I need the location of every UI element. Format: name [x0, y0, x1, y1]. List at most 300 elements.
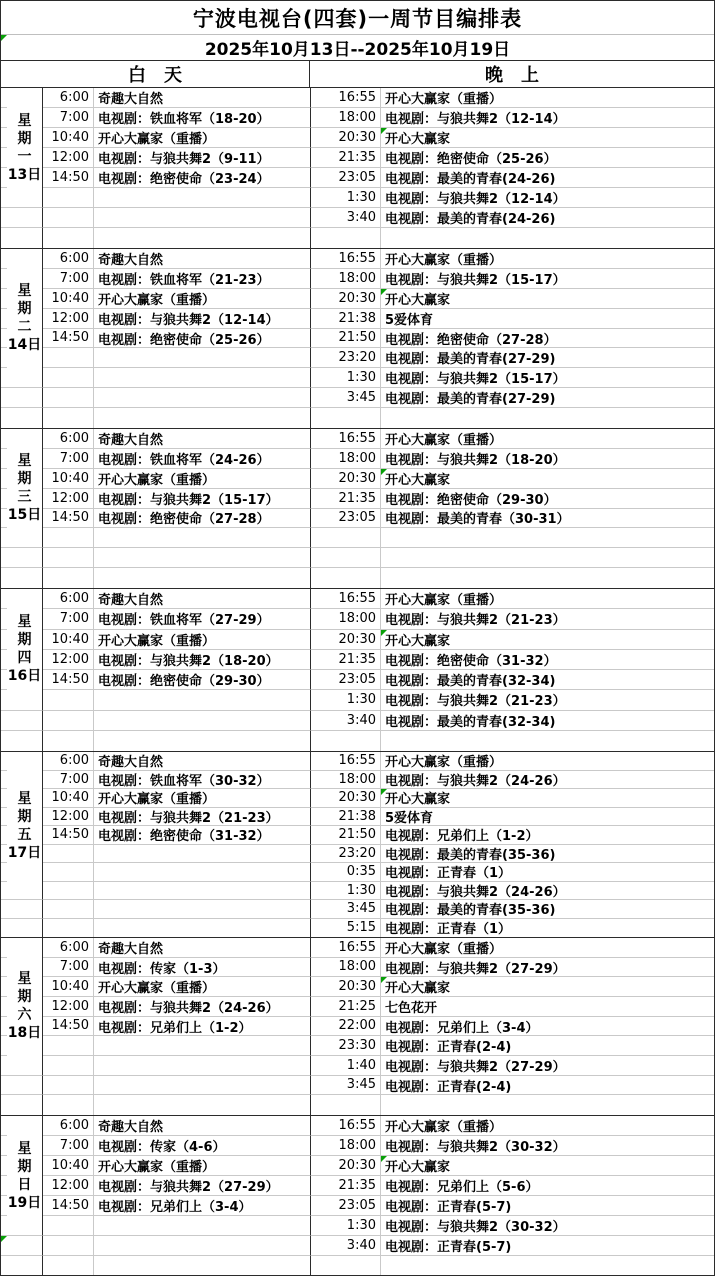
evening-time-cell: 23:20 — [311, 845, 381, 864]
daytime-program-cell — [94, 863, 311, 882]
day-label-char: 二 — [17, 319, 32, 336]
evening-time-cell: 21:35 — [311, 1176, 381, 1196]
cell-corner-marker-icon — [1, 35, 7, 41]
daytime-program-cell — [94, 1036, 311, 1056]
evening-program-cell: 电视剧：与狼共舞2（21-23） — [381, 609, 714, 629]
daytime-program-cell — [94, 188, 311, 208]
daytime-program-cell: 电视剧：铁血将军（27-29） — [94, 609, 311, 629]
daytime-program-cell: 奇趣大自然 — [94, 589, 311, 609]
evening-time-cell: 20:30 — [311, 289, 381, 309]
evening-program-cell: 开心大赢家 — [381, 128, 714, 148]
day-label — [7, 938, 43, 1076]
day-label-char: 三 — [17, 489, 32, 506]
daytime-time-cell — [43, 863, 94, 882]
evening-program-cell: 电视剧：绝密使命（31-32） — [381, 650, 714, 670]
day-label-char: 星 — [17, 790, 32, 807]
daytime-time-cell — [43, 388, 94, 408]
daytime-program-cell — [94, 1256, 311, 1276]
evening-program-cell: 电视剧：最美的青春(27-29) — [381, 388, 714, 408]
daytime-program-cell: 奇趣大自然 — [94, 1116, 311, 1136]
daytime-time-cell: 12:00 — [43, 808, 94, 827]
evening-time-cell: 21:38 — [311, 808, 381, 827]
evening-program-cell: 电视剧：绝密使命（29-30） — [381, 489, 714, 509]
daytime-time-cell: 6:00 — [43, 88, 94, 108]
cell-corner-marker-icon — [381, 469, 387, 475]
day-label-char: 期 — [17, 130, 32, 147]
daytime-program-cell: 电视剧：绝密使命（31-32） — [94, 826, 311, 845]
day-block-4 — [1, 588, 714, 751]
evening-program-cell: 5爱体育 — [381, 808, 714, 827]
schedule-body — [1, 88, 714, 1276]
evening-time-cell — [311, 548, 381, 568]
daytime-time-cell — [43, 1256, 94, 1276]
date-range-text: 2025年10月13日--2025年10月19日 — [204, 40, 511, 60]
day-label — [7, 249, 43, 388]
daytime-time-cell — [43, 188, 94, 208]
day-block-5 — [1, 751, 714, 937]
evening-time-cell: 23:05 — [311, 1196, 381, 1216]
evening-time-cell: 1:30 — [311, 1216, 381, 1236]
daytime-program-cell: 电视剧：与狼共舞2（18-20） — [94, 650, 311, 670]
daytime-program-cell — [94, 731, 311, 751]
evening-time-cell — [311, 1256, 381, 1276]
day-empty-cell — [7, 731, 43, 751]
day-label-char: 期 — [17, 632, 32, 649]
daytime-time-cell: 14:50 — [43, 329, 94, 349]
day-label-char: 一 — [17, 148, 32, 165]
daytime-time-cell: 14:50 — [43, 1196, 94, 1216]
daytime-time-cell: 10:40 — [43, 977, 94, 997]
evening-program-cell: 电视剧：正青春（1） — [381, 863, 714, 882]
evening-time-cell: 5:15 — [311, 919, 381, 938]
evening-time-cell: 21:50 — [311, 329, 381, 349]
daytime-program-cell: 电视剧：传家（1-3） — [94, 958, 311, 978]
evening-program-cell: 电视剧：绝密使命（25-26） — [381, 148, 714, 168]
evening-time-cell: 21:35 — [311, 489, 381, 509]
evening-program-cell: 开心大赢家 — [381, 469, 714, 489]
daytime-time-cell: 6:00 — [43, 938, 94, 958]
daytime-time-cell — [43, 919, 94, 938]
evening-program-cell: 电视剧：兄弟们上（5-6） — [381, 1176, 714, 1196]
evening-program-cell: 开心大赢家（重播） — [381, 88, 714, 108]
evening-program-cell: 开心大赢家 — [381, 1156, 714, 1176]
evening-time-cell: 0:35 — [311, 863, 381, 882]
evening-program-cell: 电视剧：最美的青春(27-29) — [381, 348, 714, 368]
day-label-date: 15日 — [7, 507, 42, 524]
evening-time-cell: 1:40 — [311, 1056, 381, 1076]
daytime-time-cell: 14:50 — [43, 168, 94, 188]
day-label-char: 期 — [17, 471, 32, 488]
evening-program-cell: 电视剧：正青春(2-4) — [381, 1036, 714, 1056]
day-label-char: 四 — [17, 650, 32, 667]
evening-program-cell: 电视剧：正青春(2-4) — [381, 1076, 714, 1096]
evening-program-cell: 电视剧：与狼共舞2（24-26） — [381, 882, 714, 901]
evening-time-cell — [311, 408, 381, 428]
evening-program-cell: 开心大赢家（重播） — [381, 589, 714, 609]
daytime-time-cell: 12:00 — [43, 489, 94, 509]
evening-program-cell — [381, 228, 714, 248]
daytime-time-cell — [43, 348, 94, 368]
evening-time-cell: 16:55 — [311, 249, 381, 269]
daytime-time-cell: 12:00 — [43, 997, 94, 1017]
daytime-program-cell — [94, 1056, 311, 1076]
daytime-time-cell — [43, 548, 94, 568]
evening-program-cell: 电视剧：与狼共舞2（12-14） — [381, 108, 714, 128]
daytime-program-cell — [94, 408, 311, 428]
day-label-char: 六 — [17, 1007, 32, 1024]
day-label — [7, 88, 43, 208]
daytime-time-cell: 12:00 — [43, 650, 94, 670]
day-empty-cell — [7, 568, 43, 588]
daytime-time-cell: 14:50 — [43, 509, 94, 529]
daytime-program-cell: 电视剧：与狼共舞2（27-29） — [94, 1176, 311, 1196]
daytime-program-cell: 电视剧：与狼共舞2（12-14） — [94, 309, 311, 329]
daytime-program-cell: 电视剧：兄弟们上（1-2） — [94, 1017, 311, 1037]
evening-program-cell — [381, 731, 714, 751]
evening-time-cell: 3:45 — [311, 900, 381, 919]
day-label-char: 日 — [17, 1176, 32, 1193]
day-label-char: 星 — [17, 1140, 32, 1157]
daytime-time-cell: 7:00 — [43, 958, 94, 978]
day-label-char: 星 — [17, 283, 32, 300]
daytime-program-cell: 电视剧：铁血将军（30-32） — [94, 771, 311, 790]
day-empty-cell — [7, 388, 43, 408]
evening-program-cell: 电视剧：绝密使命（27-28） — [381, 329, 714, 349]
evening-program-cell: 开心大赢家 — [381, 289, 714, 309]
column-header-daytime: 白 天 — [1, 61, 310, 87]
daytime-program-cell — [94, 208, 311, 228]
daytime-program-cell: 开心大赢家（重播） — [94, 469, 311, 489]
daytime-time-cell: 7:00 — [43, 449, 94, 469]
evening-program-cell: 开心大赢家（重播） — [381, 249, 714, 269]
evening-time-cell: 21:35 — [311, 650, 381, 670]
evening-time-cell — [311, 528, 381, 548]
day-block-6 — [1, 937, 714, 1115]
daytime-program-cell: 电视剧：绝密使命（23-24） — [94, 168, 311, 188]
daytime-program-cell: 奇趣大自然 — [94, 752, 311, 771]
evening-time-cell: 20:30 — [311, 1156, 381, 1176]
evening-time-cell: 16:55 — [311, 589, 381, 609]
cell-corner-marker-icon — [381, 977, 387, 983]
daytime-time-cell: 6:00 — [43, 589, 94, 609]
evening-time-cell — [311, 731, 381, 751]
daytime-program-cell — [94, 528, 311, 548]
evening-program-cell: 电视剧：最美的青春(24-26) — [381, 168, 714, 188]
daytime-program-cell: 电视剧：绝密使命（27-28） — [94, 509, 311, 529]
day-label — [7, 589, 43, 711]
daytime-time-cell — [43, 568, 94, 588]
evening-program-cell: 电视剧：正青春(5-7) — [381, 1196, 714, 1216]
daytime-time-cell — [43, 1056, 94, 1076]
evening-program-cell: 电视剧：与狼共舞2（30-32） — [381, 1216, 714, 1236]
daytime-program-cell — [94, 1216, 311, 1236]
evening-time-cell: 18:00 — [311, 958, 381, 978]
evening-program-cell: 电视剧：兄弟们上（1-2） — [381, 826, 714, 845]
daytime-time-cell — [43, 1076, 94, 1096]
daytime-program-cell: 电视剧：传家（4-6） — [94, 1136, 311, 1156]
evening-program-cell: 电视剧：最美的青春(35-36) — [381, 845, 714, 864]
day-empty-cell — [7, 1095, 43, 1115]
evening-program-cell: 开心大赢家（重播） — [381, 752, 714, 771]
daytime-time-cell: 7:00 — [43, 609, 94, 629]
evening-program-cell — [381, 548, 714, 568]
evening-time-cell: 20:30 — [311, 789, 381, 808]
daytime-program-cell — [94, 882, 311, 901]
daytime-time-cell: 10:40 — [43, 789, 94, 808]
daytime-time-cell — [43, 1236, 94, 1256]
evening-time-cell: 23:05 — [311, 509, 381, 529]
daytime-program-cell: 开心大赢家（重播） — [94, 977, 311, 997]
date-range-row — [1, 35, 714, 60]
evening-program-cell: 开心大赢家 — [381, 977, 714, 997]
daytime-program-cell — [94, 900, 311, 919]
evening-program-cell: 开心大赢家 — [381, 789, 714, 808]
daytime-program-cell: 奇趣大自然 — [94, 938, 311, 958]
evening-program-cell — [381, 568, 714, 588]
evening-time-cell: 3:40 — [311, 711, 381, 731]
day-label-char: 星 — [17, 112, 32, 129]
evening-program-cell: 电视剧：与狼共舞2（21-23） — [381, 690, 714, 710]
daytime-program-cell: 开心大赢家（重播） — [94, 630, 311, 650]
evening-program-cell: 开心大赢家（重播） — [381, 429, 714, 449]
daytime-time-cell — [43, 882, 94, 901]
daytime-program-cell — [94, 1236, 311, 1256]
day-label-char: 星 — [17, 971, 32, 988]
evening-time-cell: 18:00 — [311, 108, 381, 128]
day-block-1 — [1, 88, 714, 248]
daytime-program-cell: 电视剧：与狼共舞2（24-26） — [94, 997, 311, 1017]
evening-program-cell: 电视剧：最美的青春(24-26) — [381, 208, 714, 228]
daytime-program-cell: 电视剧：铁血将军（18-20） — [94, 108, 311, 128]
evening-program-cell: 电视剧：与狼共舞2（30-32） — [381, 1136, 714, 1156]
column-header-row — [1, 60, 714, 88]
daytime-time-cell: 12:00 — [43, 1176, 94, 1196]
evening-time-cell: 16:55 — [311, 1116, 381, 1136]
cell-corner-marker-icon — [381, 289, 387, 295]
daytime-program-cell — [94, 548, 311, 568]
daytime-time-cell: 6:00 — [43, 1116, 94, 1136]
daytime-program-cell: 电视剧：绝密使命（29-30） — [94, 670, 311, 690]
evening-time-cell — [311, 228, 381, 248]
evening-program-cell: 电视剧：与狼共舞2（27-29） — [381, 1056, 714, 1076]
daytime-time-cell: 7:00 — [43, 771, 94, 790]
daytime-time-cell: 14:50 — [43, 670, 94, 690]
daytime-program-cell — [94, 1076, 311, 1096]
daytime-program-cell: 电视剧：铁血将军（24-26） — [94, 449, 311, 469]
daytime-time-cell: 6:00 — [43, 752, 94, 771]
evening-program-cell: 开心大赢家 — [381, 630, 714, 650]
daytime-time-cell: 7:00 — [43, 1136, 94, 1156]
evening-time-cell: 16:55 — [311, 938, 381, 958]
day-label-char: 期 — [17, 301, 32, 318]
day-label-char: 期 — [17, 989, 32, 1006]
daytime-time-cell: 6:00 — [43, 429, 94, 449]
cell-corner-marker-icon — [381, 1156, 387, 1162]
evening-time-cell: 16:55 — [311, 429, 381, 449]
evening-time-cell: 18:00 — [311, 449, 381, 469]
day-empty-cell — [7, 408, 43, 428]
evening-program-cell — [381, 1095, 714, 1115]
evening-time-cell: 21:35 — [311, 148, 381, 168]
daytime-time-cell: 10:40 — [43, 1156, 94, 1176]
daytime-time-cell — [43, 528, 94, 548]
day-label-char: 期 — [17, 1158, 32, 1175]
evening-time-cell: 20:30 — [311, 128, 381, 148]
day-empty-cell — [7, 208, 43, 228]
evening-program-cell: 电视剧：兄弟们上（3-4） — [381, 1017, 714, 1037]
evening-time-cell: 16:55 — [311, 88, 381, 108]
evening-time-cell: 23:05 — [311, 670, 381, 690]
daytime-program-cell: 电视剧：绝密使命（25-26） — [94, 329, 311, 349]
evening-time-cell: 18:00 — [311, 1136, 381, 1156]
daytime-program-cell — [94, 919, 311, 938]
day-empty-cell — [7, 919, 43, 938]
day-label-char: 五 — [17, 826, 32, 843]
evening-program-cell — [381, 528, 714, 548]
daytime-time-cell: 14:50 — [43, 826, 94, 845]
daytime-time-cell: 6:00 — [43, 249, 94, 269]
day-empty-cell — [7, 548, 43, 568]
daytime-time-cell — [43, 368, 94, 388]
evening-time-cell: 18:00 — [311, 609, 381, 629]
daytime-program-cell — [94, 348, 311, 368]
daytime-time-cell: 10:40 — [43, 289, 94, 309]
evening-program-cell — [381, 408, 714, 428]
day-label — [7, 1116, 43, 1236]
daytime-program-cell: 电视剧：铁血将军（21-23） — [94, 269, 311, 289]
daytime-time-cell — [43, 208, 94, 228]
cell-corner-marker-icon — [381, 128, 387, 134]
evening-time-cell: 20:30 — [311, 630, 381, 650]
daytime-program-cell: 电视剧：与狼共舞2（21-23） — [94, 808, 311, 827]
day-block-3 — [1, 428, 714, 588]
column-header-evening: 晚 上 — [485, 65, 539, 86]
evening-program-cell: 电视剧：最美的青春(35-36) — [381, 900, 714, 919]
evening-program-cell: 电视剧：与狼共舞2（15-17） — [381, 269, 714, 289]
day-label — [7, 752, 43, 900]
daytime-time-cell — [43, 711, 94, 731]
day-label-date: 14日 — [7, 337, 42, 354]
day-label-char: 星 — [17, 614, 32, 631]
daytime-program-cell — [94, 1095, 311, 1115]
daytime-program-cell: 电视剧：与狼共舞2（15-17） — [94, 489, 311, 509]
cell-corner-marker-icon — [381, 630, 387, 636]
evening-time-cell: 3:40 — [311, 1236, 381, 1256]
daytime-program-cell: 电视剧：与狼共舞2（9-11） — [94, 148, 311, 168]
evening-program-cell: 电视剧：最美的青春(32-34) — [381, 670, 714, 690]
evening-time-cell: 21:25 — [311, 997, 381, 1017]
evening-program-cell: 电视剧：最美的青春（30-31） — [381, 509, 714, 529]
daytime-program-cell: 开心大赢家（重播） — [94, 1156, 311, 1176]
day-empty-cell — [7, 900, 43, 919]
page-title: 宁波电视台(四套)一周节目编排表 — [1, 1, 714, 35]
evening-time-cell: 23:30 — [311, 1036, 381, 1056]
day-label-date: 18日 — [7, 1025, 42, 1042]
daytime-time-cell: 10:40 — [43, 128, 94, 148]
daytime-program-cell — [94, 368, 311, 388]
evening-time-cell: 18:00 — [311, 269, 381, 289]
evening-time-cell: 3:40 — [311, 208, 381, 228]
day-label-date: 13日 — [7, 166, 42, 183]
evening-time-cell: 22:00 — [311, 1017, 381, 1037]
daytime-program-cell — [94, 711, 311, 731]
day-empty-cell — [7, 711, 43, 731]
evening-program-cell: 电视剧：与狼共舞2（27-29） — [381, 958, 714, 978]
evening-time-cell — [311, 568, 381, 588]
cell-corner-marker-icon — [381, 789, 387, 795]
evening-time-cell: 16:55 — [311, 752, 381, 771]
day-empty-cell — [7, 1236, 43, 1256]
evening-program-cell — [381, 1256, 714, 1276]
day-label-char: 星 — [17, 453, 32, 470]
daytime-time-cell: 12:00 — [43, 148, 94, 168]
evening-program-cell: 电视剧：与狼共舞2（24-26） — [381, 771, 714, 790]
daytime-time-cell — [43, 408, 94, 428]
daytime-time-cell: 7:00 — [43, 269, 94, 289]
evening-program-cell: 开心大赢家（重播） — [381, 938, 714, 958]
evening-program-cell: 电视剧：与狼共舞2（15-17） — [381, 368, 714, 388]
daytime-program-cell: 奇趣大自然 — [94, 429, 311, 449]
daytime-time-cell: 10:40 — [43, 469, 94, 489]
daytime-time-cell — [43, 1036, 94, 1056]
evening-time-cell: 23:20 — [311, 348, 381, 368]
evening-time-cell: 21:50 — [311, 826, 381, 845]
daytime-time-cell: 14:50 — [43, 1017, 94, 1037]
day-label-date: 19日 — [7, 1194, 42, 1211]
evening-time-cell: 1:30 — [311, 368, 381, 388]
evening-time-cell: 1:30 — [311, 188, 381, 208]
daytime-time-cell: 12:00 — [43, 309, 94, 329]
evening-time-cell: 23:05 — [311, 168, 381, 188]
daytime-time-cell — [43, 845, 94, 864]
evening-program-cell: 开心大赢家（重播） — [381, 1116, 714, 1136]
evening-time-cell — [311, 1095, 381, 1115]
daytime-program-cell: 电视剧：兄弟们上（3-4） — [94, 1196, 311, 1216]
evening-time-cell: 21:38 — [311, 309, 381, 329]
daytime-program-cell: 开心大赢家（重播） — [94, 128, 311, 148]
daytime-time-cell — [43, 690, 94, 710]
day-empty-cell — [7, 1256, 43, 1276]
daytime-program-cell: 开心大赢家（重播） — [94, 789, 311, 808]
daytime-time-cell — [43, 900, 94, 919]
day-block-7 — [1, 1115, 714, 1276]
evening-program-cell: 电视剧：与狼共舞2（18-20） — [381, 449, 714, 469]
evening-time-cell: 20:30 — [311, 469, 381, 489]
daytime-program-cell — [94, 228, 311, 248]
daytime-time-cell — [43, 731, 94, 751]
day-empty-cell — [7, 1076, 43, 1096]
daytime-time-cell — [43, 1095, 94, 1115]
daytime-program-cell — [94, 388, 311, 408]
evening-program-cell: 5爱体育 — [381, 309, 714, 329]
day-label — [7, 429, 43, 548]
daytime-time-cell — [43, 228, 94, 248]
day-label-char: 期 — [17, 808, 32, 825]
daytime-program-cell — [94, 568, 311, 588]
evening-program-cell: 电视剧：与狼共舞2（12-14） — [381, 188, 714, 208]
daytime-program-cell — [94, 690, 311, 710]
evening-time-cell: 1:30 — [311, 882, 381, 901]
daytime-program-cell: 奇趣大自然 — [94, 249, 311, 269]
evening-program-cell: 七色花开 — [381, 997, 714, 1017]
evening-time-cell: 20:30 — [311, 977, 381, 997]
evening-time-cell: 3:45 — [311, 1076, 381, 1096]
evening-time-cell: 1:30 — [311, 690, 381, 710]
evening-time-cell: 3:45 — [311, 388, 381, 408]
day-block-2 — [1, 248, 714, 428]
evening-program-cell: 电视剧：最美的青春(32-34) — [381, 711, 714, 731]
day-label-date: 16日 — [7, 668, 42, 685]
